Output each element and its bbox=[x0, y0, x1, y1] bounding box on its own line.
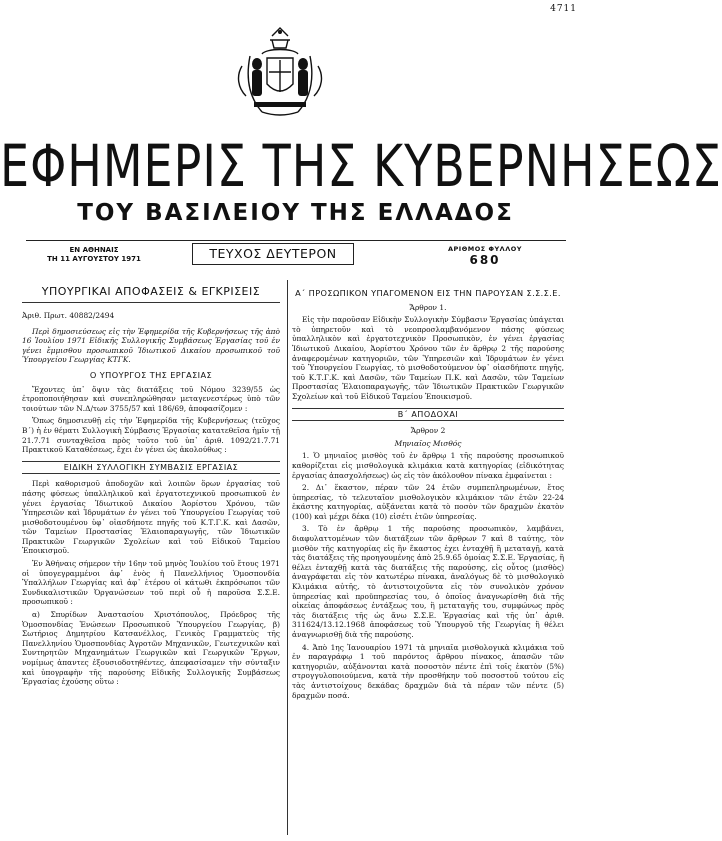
left-column bbox=[22, 283, 280, 835]
paragraph: Εἰς τὴν παροῦσαν Εἰδικὴν Συλλογικὴν Σύμβασιν Ἐργασίας ὑπάγεται τὸ ὑπηρετοῦν καὶ τὸ νεοπροσλαμβανόμενον πάσης φύσεως ὑπαλληλικὸν καὶ ἐργατοτεχνικὸν Προσωπικὸν, ἐν γένει ἐργασίας Ἰδιωτικοῦ Δικαίου, Ἀορίστου Χρόνου τῶν ἐν ἄρθρῳ 2 τῆς παρούσης ἀναφερομένων κατηγοριῶν, τῶν Ὑπηρεσιῶν καὶ Ἱδρυμάτων ἐν γένει τοῦ Ὑπουργείου Γεωργίας, τὸ μισθοδοτούμενον ὑφ᾽ οἱασδήποτε πηγῆς, τοῦ Κ.Τ.Γ.Κ. καὶ Δασῶν, τῶν Ταμείων Π.Κ. καὶ Δασῶν, τῶν Ταμείων Προστασίας Ἐλαιοπαραγωγῆς, τῶν Ἰδιωτικῶν Πρακτικῶν Γεωργικῶν Σχολείων καὶ τοῦ Εἰδικοῦ Ταμείου Ἐποικισμοῦ. bbox=[292, 315, 564, 401]
issue-place: ΕΝ ΑΘΗΝΑΙΣ bbox=[69, 246, 119, 254]
paragraph: 1. Ὁ μηνιαῖος μισθὸς τοῦ ἐν ἄρθρῳ 1 τῆς παρούσης προσωπικοῦ καθορίζεται εἰς μισθολογικὰ κλιμάκια κατὰ κατηγορίας (εἰδικότητας ἐργασίας ἀπασχολήσεως) ὡς εἰς τὸν ἀκόλουθον πίνακα ἐμφαίνεται : bbox=[292, 451, 564, 480]
gazette-subtitle: ΤΟΥ ΒΑΣΙΛΕΙΟΥ ΤΗΣ ΕΛΛΑΔΟΣ bbox=[77, 200, 514, 226]
section-heading: Β΄ ΑΠΟΔΟΧΑΙ bbox=[292, 408, 564, 422]
right-column bbox=[292, 283, 564, 835]
article-heading: Ἄρθρον 1. bbox=[409, 302, 447, 312]
paragraph: Ὅπως δημοσιευθῇ εἰς τὴν Ἐφημερίδα τῆς Κυβερνήσεως (τεῦχος Β΄) ἡ ἐν θέματι Συλλογικὴ Σύμβασις Ἐργασίας κατατεθεῖσα ἡμῖν τῇ 21.7.71 συνταχθεῖσα πρὸς τοῦτο τοῦ ὑπ᾽ ἀριθ. 1092/21.7.71 Πρακτικοῦ Καταθέσεως, ἔχει ἐν γένει ὡς ἀκολούθως : bbox=[22, 416, 280, 455]
heading-rule bbox=[22, 302, 280, 303]
protocol-number: Ἀριθ. Πρωτ. 40882/2494 bbox=[22, 311, 115, 320]
paragraph: α) Σπυρίδων Ἀναστασίου Χριστόπουλος, Πρόεδρος τῆς Ὁμοσπονδίας Ἑνώσεων Προσωπικοῦ Ὑπουργείου Γεωργίας, β) Σωτήριος Δημητρίου Κατσανέλλος, Γενικὸς Γραμματεὺς τῆς Πανελληνίου Ὁμοσπονδίας Ἀγροτῶν Μηχανικῶν, Γεωτεχνικῶν καὶ Συντηρητῶν Μηχανημάτων Γεωργικῶν καὶ Γεωργικῶν Ἔργων, νομίμως ἀπαντες ἐξουσιοδοτηθέντες, ἀπεφασίσαμεν τὴν σύνταξιν καὶ ὑπογραφὴν τῆς παρούσης Εἰδικῆς Συλλογικῆς Συμβάσεως Ἐργασίας ἐχούσης οὕτω : bbox=[22, 610, 280, 687]
sheet-number: 680 bbox=[469, 253, 501, 267]
paragraph: 3. Τὸ ἐν ἄρθρῳ 1 τῆς παρούσης προσωπικὸν, λαμβάνει, διαφυλαττομένων τῶν διατάξεων τῶν ἄρθρων 7 καὶ 8 ταύτης, τὸν μισθὸν τῆς κατηγορίας εἰς ἣν ἕκαστος ἐχει ἐνταχθῇ ἢ μεταταγῇ, κατὰ τὰς διατάξεις τῆς προηγουμένης ἀπὸ 25.9.65 ὁμοίας Σ.Σ.Ε. Ἐργασίας, ἢ θέλει ἐνταχθῇ κατὰ τὰς διατάξεις τῆς παρούσης, εἰς οὗτος (μισθὸς) ἀναγράφεται εἰς τὸν κατωτέρω πίνακα, ἀναλόγως δὲ τὸ μισθολογικὸ Κλιμάκια αὐτῆς, τὸ ἀντιστοιχοῦντα εἰς τὸν συνολικὸν χρόνον ὑπηρεσίας καὶ προϋπηρεσίας του, ὁ ὁποῖος ἀναγνωρίσθη διὰ τῆς οἰκείας ἀποφάσεως ἐντάξεως του, ἢ μεταταγῆς του, συμφώνως πρὸς τὰς διατάξεις τῆς ὡς ἄνω Σ.Σ.Ε. Ἐργασίας καὶ τῆς ὑπ᾽ ἀριθ. 311624/13.12.1968 ἀποφάσεως τοῦ Ὑπουργοῦ τῆς Γεωργίας ἢ θέλει ἀναγνωρισθῇ διὰ τῆς παρούσης. bbox=[292, 524, 564, 639]
royal-coat-of-arms-emblem bbox=[232, 26, 328, 118]
paragraph: Περὶ καθορισμοῦ ἀποδοχῶν καὶ λοιπῶν ὅρων ἐργασίας τοῦ πάσης φύσεως ὑπαλληλικοῦ καὶ ἐργατοτεχνικοῦ προσωπικοῦ ἐν γένει ἐργασίας Ἰδιωτικοῦ Δικαίου Ἀορίστου Χρόνου, τῶν Ὑπηρεσιῶν καὶ Ἱδρυμάτων ἐν γένει τοῦ Ὑπουργείου Γεωργίας τοῦ μισθοδοτουμένου ὑφ᾽ οἱασδήποτε πηγῆς τοῦ Κ.Τ.Γ.Κ. καὶ Δασῶν, τῶν Ταμείων Προστασίας Ἐλαιοπαραγωγῆς, τῶν Ἰδιωτικῶν Πρακτικῶν Γεωργικῶν Σχολείων καὶ τοῦ Εἰδικοῦ Ταμείου Ἐποικισμοῦ. bbox=[22, 479, 280, 556]
article-subheading: Μηνιαῖος Μισθός bbox=[394, 438, 462, 448]
column-divider bbox=[287, 280, 288, 835]
paragraph: 4. Ἀπὸ 1ης Ἰανουαρίου 1971 τὰ μηνιαῖα μισθολογικὰ κλιμάκια τοῦ ἐν παραγράφῳ 1 τοῦ παρόντος ἄρθρου πίνακος, ἁπασῶν τῶν κατηγοριῶν, αὐξάνονται κατὰ ποσοστὸν πέντε ἐπὶ τοῖς ἑκατὸν (5%) στρογγυλοποιούμενα, κατὰ τὴν προσθήκην τοῦ ποσοστοῦ τούτου εἰς τὰς ἀντιστοίχους δεκάδας δραχμῶν διὰ τὰ πέραν τῶν πέντε (5) δραχμῶν ποσά. bbox=[292, 642, 564, 700]
issue-part-box: ΤΕΥΧΟΣ ΔΕΥΤΕΡΟΝ bbox=[192, 243, 354, 265]
paragraph: Ἔχοντες ὑπ᾽ ὄψιν τὰς διατάξεις τοῦ Νόμου 3239/55 ὡς ἐτροποποιήθησαν καὶ συνεπληρώθησαν μεταγενεστέρως ὑπὸ τῶν τοιούτων τῶν Ν.Δ/των 3755/57 καὶ 186/69, ἀποφασίζομεν : bbox=[22, 384, 280, 413]
agreement-heading: ΕΙΔΙΚΗ ΣΥΛΛΟΓΙΚΗ ΣΥΜΒΑΣΙΣ ΕΡΓΑΣΙΑΣ bbox=[22, 461, 280, 475]
paragraph: 2. Δι᾽ ἕκαστον, πέραν τῶν 24 ἐτῶν συμπεπληρωμένων, ἔτος ὑπηρεσίας, τὸ τελευταῖον μισθολογικὸν κλιμάκιον τῶν ἐτῶν 22-24 ἑκάστης κατηγορίας, αὐξάνεται κατὰ τὸ ποσὸν τῶν δραχμῶν ἑκατὸν (100) καὶ μέχρι δέκα (10) εἰσέτι ἐτῶν ὑπηρεσίας. bbox=[292, 483, 564, 521]
section-heading: Α΄ ΠΡΟΣΩΠΙΚΟΝ ΥΠΑΓΟΜΕΝΟΝ ΕΙΣ ΤΗΝ ΠΑΡΟΥΣΑΝ Σ.Σ.Σ.Ε. bbox=[295, 288, 561, 298]
issue-place-date bbox=[34, 246, 154, 264]
issue-date: ΤΗ 11 ΑΥΓΟΥΣΤΟΥ 1971 bbox=[47, 255, 141, 263]
sheet-number-block bbox=[425, 245, 545, 267]
sheet-number-label: ΑΡΙΘΜΟΣ ΦΥΛΛΟΥ bbox=[448, 245, 522, 253]
article-heading: Ἄρθρον 2 bbox=[410, 426, 446, 436]
header-divider bbox=[26, 240, 566, 241]
page-number: 4711 bbox=[550, 4, 577, 14]
section-heading: ΥΠΟΥΡΓΙΚΑΙ ΑΠΟΦΑΣΕΙΣ & ΕΓΚΡΙΣΕΙΣ bbox=[41, 285, 261, 298]
gazette-title: ΕΦΗΜΕΡΙΣ ΤΗΣ ΚΥΒΕΡΝΗΣΕΩΣ bbox=[0, 132, 722, 200]
paragraph: Ἐν Ἀθήναις σήμερον τὴν 16ην τοῦ μηνὸς Ἰουλίου τοῦ ἔτους 1971 οἱ ὑπογεγραμμένοι ἀφ᾽ ἑνὸς ἡ Πανελλήνιος Ὁμοσπονδία Ὑπαλλήλων Γεωργίας καὶ ἀφ᾽ ἑτέρου οἱ κάτωθι ἐκπρόσωποι τῶν Συνδικαλιστικῶν Ὀργανώσεων τοῦ περὶ οὗ ἡ παροῦσα Σ.Σ.Ε. προσωπικοῦ : bbox=[22, 559, 280, 607]
minister-heading: Ο ΥΠΟΥΡΓΟΣ ΤΗΣ ΕΡΓΑΣΙΑΣ bbox=[89, 369, 213, 380]
decision-summary: Περὶ δημοσιεύσεως εἰς τὴν Ἐφημερίδα τῆς Κυβερνήσεως τῆς ἀπὸ 16 Ἰουλίου 1971 Εἰδικῆς Συλλογικῆς Συμβάσεως Ἐργασίας τοῦ ἐν γένει ἔμμισθου προσωπικοῦ Ἰδιωτικοῦ Δικαίου προσωπικοῦ τοῦ Ὑπουργείου Γεωργίας ΚΤΓΚ. bbox=[22, 326, 280, 365]
